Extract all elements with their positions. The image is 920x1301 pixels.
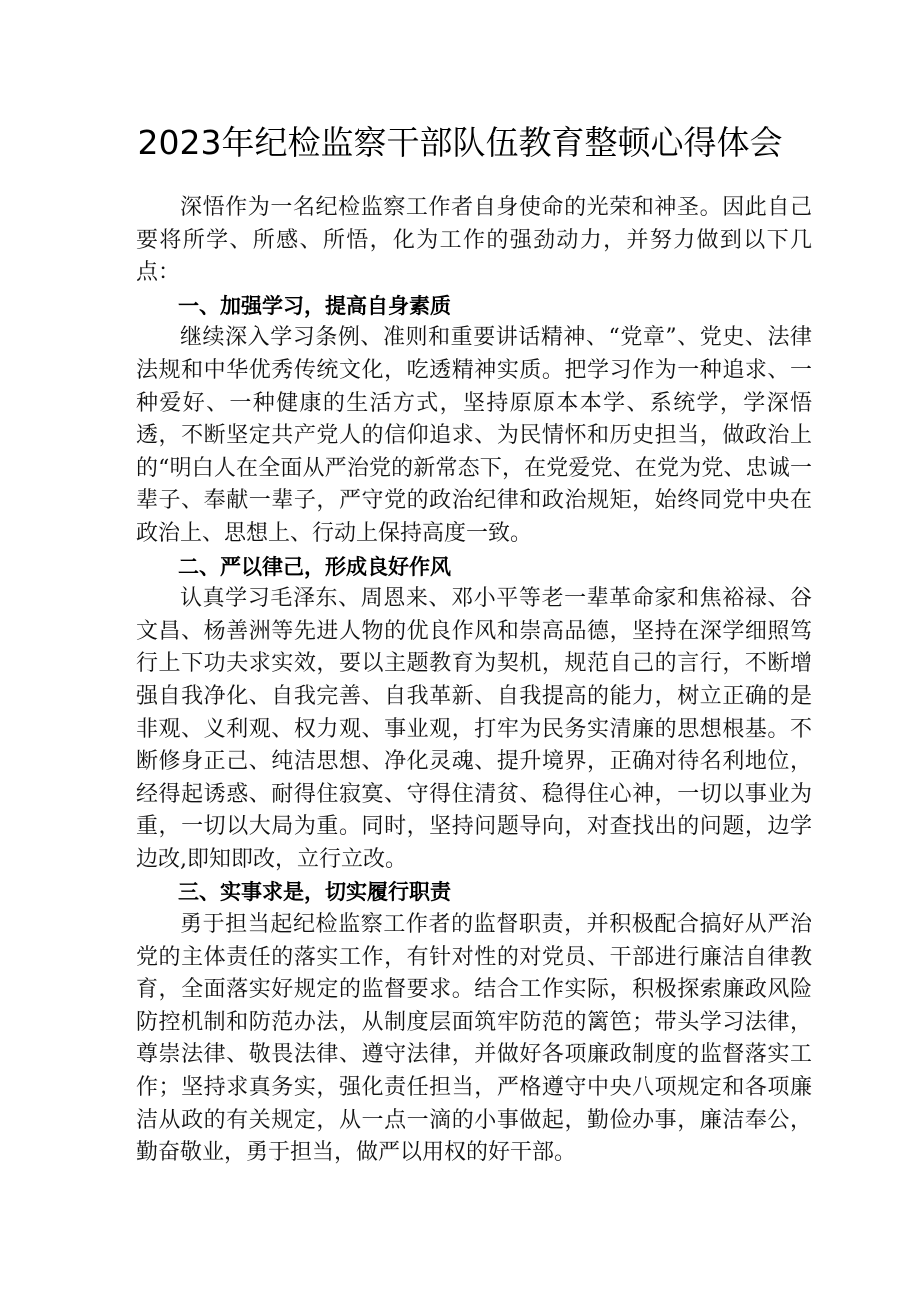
section-heading-3: 三、实事求是，切实履行职责 xyxy=(178,880,451,905)
section-heading-2: 二、严以律己，形成良好作风 xyxy=(178,554,451,579)
document-body xyxy=(136,192,812,1170)
document-title: 2023年纪检监察干部队伍教育整顿心得体会 xyxy=(137,123,783,162)
section-body-3: 勇于担当起纪检监察工作者的监督职责，并积极配合搞好从严治党的主体责任的落实工作，有针对性的对党员、干部进行廉洁自律教育，全面落实好规定的监督要求。结合工作实际，积极探索廉政风险防控机制和防范办法，从制度层面筑牢防范的篱笆；带头学习法律，尊崇法律、敬畏法律、遵守法律，并做好各项廉政制度的监督落实工作；坚持求真务实，强化责任担当，严格遵守中央八项规定和各项廉洁从政的有关规定，从一点一滴的小事做起，勤俭办事，廉洁奉公，勤奋敬业，勇于担当，做严以用权的好干部。 xyxy=(136,912,812,1166)
intro-paragraph: 深悟作为一名纪检监察工作者自身使命的光荣和神圣。因此自己要将所学、所感、所悟，化为工作的强劲动力，并努力做到以下几点： xyxy=(136,195,812,286)
section-body-1: 继续深入学习条例、准则和重要讲话精神、“党章”、党史、法律法规和中华优秀传统文化，吃透精神实质。把学习作为一种追求、一种爱好、一种健康的生活方式，坚持原原本本学、系统学，学深悟透，不断坚定共产党人的信仰追求、为民情怀和历史担当，做政治上的“明白人在全面从严治党的新常态下，在党爱党、在党为党、忠诚一辈子、奉献一辈子，严守党的政治纪律和政治规矩，始终同党中央在政治上、思想上、行动上保持高度一致。 xyxy=(136,325,812,546)
section-body-2: 认真学习毛泽东、周恩来、邓小平等老一辈革命家和焦裕禄、谷文昌、杨善洲等先进人物的优良作风和崇高品德，坚持在深学细照笃行上下功夫求实效，要以主题教育为契机，规范自己的言行，不断增强自我净化、自我完善、自我革新、自我提高的能力，树立正确的是非观、义利观、权力观、事业观，打牢为民务实清廉的思想根基。不断修身正己、纯洁思想、净化灵魂、提升境界，正确对待名利地位，经得起诱惑、耐得住寂寞、守得住清贫、稳得住心神，一切以事业为重，一切以大局为重。同时，坚持问题导向，对查找出的问题，边学边改,即知即改，立行立改。 xyxy=(136,586,812,872)
section-heading-1: 一、加强学习，提高自身素质 xyxy=(178,293,451,318)
